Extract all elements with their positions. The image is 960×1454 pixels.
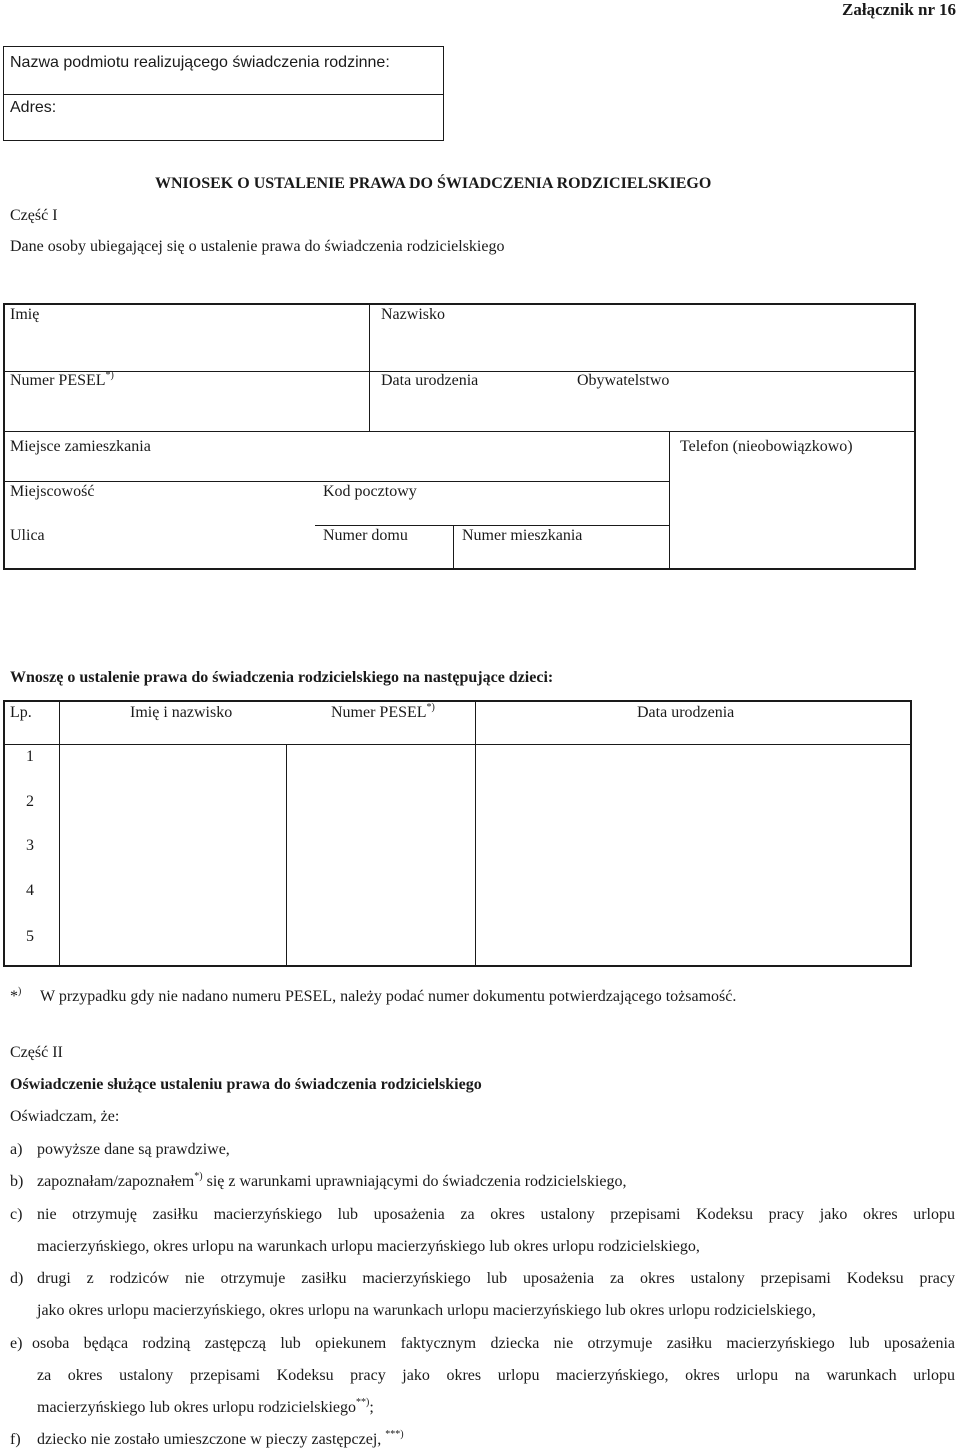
child-row-number: 1 xyxy=(26,748,34,765)
item-b-label: b) xyxy=(10,1173,24,1190)
item-a-text: powyższe dane są prawdziwe, xyxy=(37,1141,230,1158)
item-a-label: a) xyxy=(10,1141,23,1158)
applicant-table xyxy=(3,303,916,570)
item-e-line3: macierzyńskiego lub okres urlopu rodzicielskiego**); xyxy=(37,1396,374,1416)
town-label: Miejscowość xyxy=(10,483,95,500)
child-row-number: 5 xyxy=(26,928,34,945)
part1-subheading: Dane osoby ubiegającej się o ustalenie prawa do świadczenia rodzicielskiego xyxy=(10,238,505,255)
child-row-number: 2 xyxy=(26,793,34,810)
pesel-label: Numer PESEL*) xyxy=(10,369,114,389)
annex-title: Załącznik nr 16 xyxy=(842,0,956,19)
footnote-mark: *) xyxy=(10,985,22,1005)
children-heading: Wnoszę o ustalenie prawa do świadczenia rodzicielskiego na następujące dzieci: xyxy=(10,669,554,686)
item-d-label: d) xyxy=(10,1270,24,1287)
house-number-label: Numer domu xyxy=(323,527,408,544)
item-d-line1: drugi z rodziców nie otrzymuje zasiłku macierzyńskiego lub uposażenia za okres ustalony przepisami Kodeksu pracy xyxy=(37,1270,955,1287)
col-pesel: Numer PESEL*) xyxy=(331,701,435,721)
item-c-line2: macierzyńskiego, okres urlopu na warunkach urlopu macierzyńskiego lub okres urlopu rodzicielskiego, xyxy=(37,1238,700,1255)
entity-box xyxy=(3,46,444,141)
item-c-line1: nie otrzymuję zasiłku macierzyńskiego lub uposażenia za okres ustalony przepisami Kodeksu pracy jako okres urlopu xyxy=(37,1206,955,1223)
residence-label: Miejsce zamieszkania xyxy=(10,438,151,455)
col-lp: Lp. xyxy=(10,704,32,721)
item-e-line2: za okres ustalony przepisami Kodeksu pracy jako okres urlopu macierzyńskiego, okres urlopu na warunkach urlopu xyxy=(37,1367,955,1384)
birth-date-label: Data urodzenia xyxy=(381,372,479,389)
child-row-number: 4 xyxy=(26,882,34,899)
pesel-footnote-mark: *) xyxy=(105,369,114,381)
citizenship-label: Obywatelstwo xyxy=(577,372,670,389)
item-e-line1: osoba będąca rodziną zastępczą lub opiekunem faktycznym dziecka nie otrzymuje zasiłku macierzyńskiego lub uposażenia xyxy=(32,1335,955,1352)
item-f-text: dziecko nie zostało umieszczone w pieczy zastępczej, ***) xyxy=(37,1428,404,1448)
item-f-label: f) xyxy=(10,1431,21,1448)
part1-heading: Część I xyxy=(10,207,58,224)
col-pesel-footnote-mark: *) xyxy=(426,701,435,713)
children-table xyxy=(3,700,912,967)
street-label: Ulica xyxy=(10,527,45,544)
form-title: WNIOSEK O USTALENIE PRAWA DO ŚWIADCZENIA RODZICIELSKIEGO xyxy=(155,175,712,192)
col-name: Imię i nazwisko xyxy=(130,704,233,721)
item-b-text: zapoznałam/zapoznałem*) się z warunkami uprawniającymi do świadczenia rodzicielskiego, xyxy=(37,1170,627,1190)
statement-title: Oświadczenie służące ustaleniu prawa do świadczenia rodzicielskiego xyxy=(10,1076,482,1093)
last-name-label: Nazwisko xyxy=(381,306,445,323)
first-name-label: Imię xyxy=(10,306,40,323)
footnote-text: W przypadku gdy nie nadano numeru PESEL, należy podać numer dokumentu potwierdzającego tożsamość. xyxy=(40,988,737,1005)
apartment-number-label: Numer mieszkania xyxy=(462,527,583,544)
entity-name-label: Nazwa podmiotu realizującego świadczenia rodzinne: xyxy=(10,54,390,71)
address-label: Adres: xyxy=(10,99,57,116)
child-row-number: 3 xyxy=(26,837,34,854)
col-birth-date: Data urodzenia xyxy=(637,704,735,721)
part2-heading: Część II xyxy=(10,1044,63,1061)
phone-label: Telefon (nieobowiązkowo) xyxy=(680,438,853,455)
statement-intro: Oświadczam, że: xyxy=(10,1108,120,1125)
item-d-line2: jako okres urlopu macierzyńskiego, okres urlopu na warunkach urlopu macierzyńskiego lub okres urlopu rodzicielskiego, xyxy=(37,1302,816,1319)
postal-code-label: Kod pocztowy xyxy=(323,483,417,500)
item-c-label: c) xyxy=(10,1206,23,1223)
item-e-label: e) xyxy=(10,1335,23,1352)
